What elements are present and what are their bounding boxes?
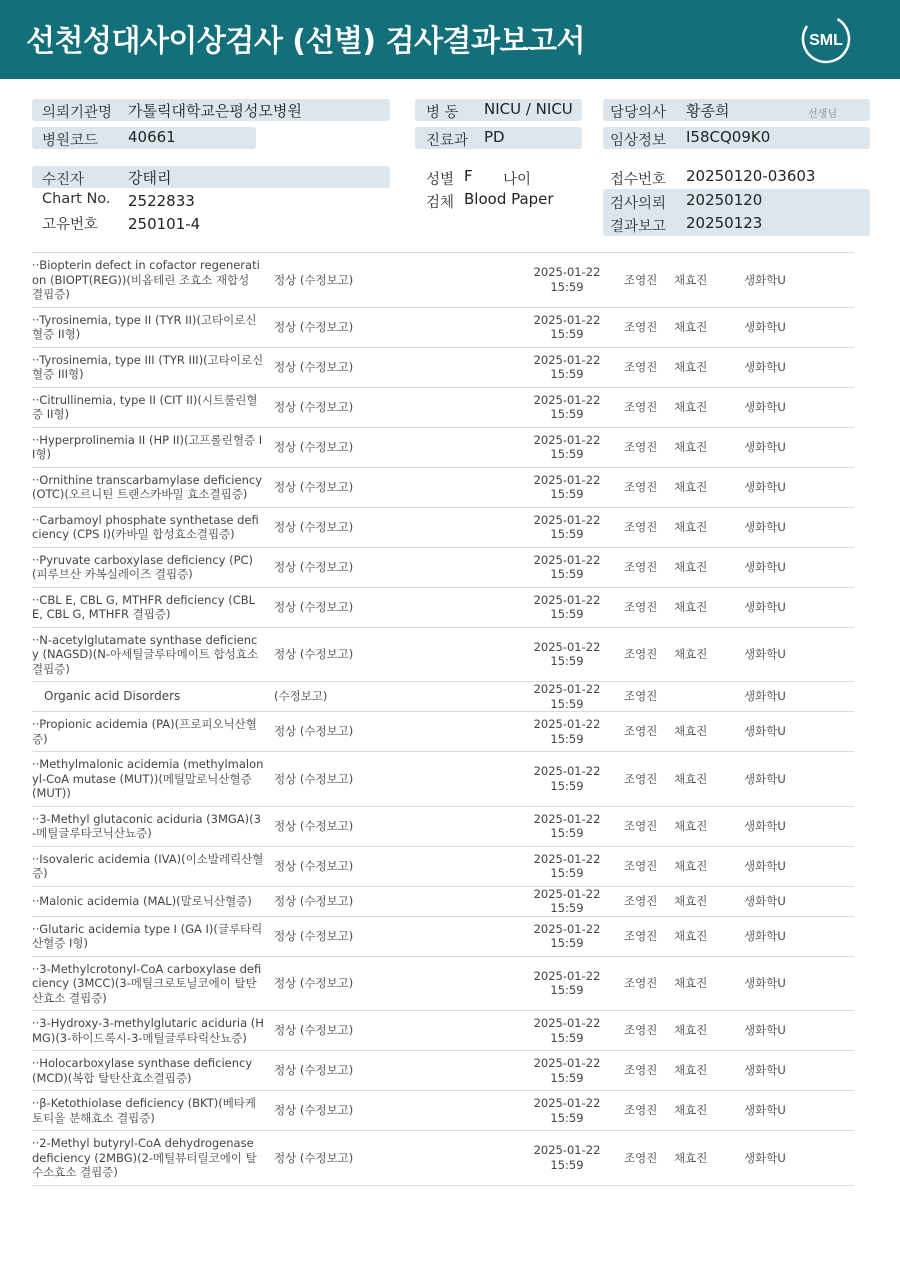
result-time: 15:59 xyxy=(550,407,584,421)
result-date: 2025-01-22 xyxy=(533,1016,601,1030)
chart-no-value: 2522833 xyxy=(128,192,195,210)
receipt-label: 접수번호 xyxy=(610,172,667,188)
result-date: 2025-01-22 xyxy=(533,432,601,447)
result-time: 15:59 xyxy=(550,983,584,998)
table-row xyxy=(32,547,854,587)
department-name: 생화학U xyxy=(728,467,854,507)
result-datetime xyxy=(518,752,616,807)
examinee-bar xyxy=(32,166,390,188)
table-row xyxy=(32,1011,854,1051)
hospital-code-label: 병원코드 xyxy=(42,133,99,149)
test-result: 정상 (수정보고) xyxy=(268,1011,518,1051)
test-name: ··3-Hydroxy-3-methylglutaric aciduria (HMG)(3-하이드록시-3-메틸글루타릭산뇨증) xyxy=(32,1011,268,1051)
test-result: 정상 (수정보고) xyxy=(268,427,518,467)
department-name: 생화학U xyxy=(728,507,854,547)
test-name: ··Tyrosinemia, type II (TYR II)(고타이로신혈증 II형) xyxy=(32,307,268,347)
table-row xyxy=(32,916,854,956)
doctor-suffix: 선생님 xyxy=(808,109,837,120)
result-date: 2025-01-22 xyxy=(533,1143,601,1158)
test-name: ··β-Ketothiolase deficiency (BKT)(베타케토티올 분해효소 결핍증) xyxy=(32,1091,268,1131)
test-result: 정상 (수정보고) xyxy=(268,507,518,547)
table-row xyxy=(32,846,854,886)
result-date: 2025-01-22 xyxy=(533,764,601,779)
table-row xyxy=(32,956,854,1011)
result-time: 15:59 xyxy=(550,826,584,840)
result-date: 2025-01-22 xyxy=(533,921,601,936)
result-time: 15:59 xyxy=(550,866,584,880)
technician-name: 채효진 xyxy=(666,253,728,307)
reviewer-name: 조영진 xyxy=(616,253,666,307)
table-row xyxy=(32,886,854,916)
test-result: 정상 (수정보고) xyxy=(268,307,518,347)
category-row xyxy=(32,682,854,712)
result-time: 15:59 xyxy=(550,1070,584,1085)
department-name: 생화학U xyxy=(728,1051,854,1091)
result-time: 15:59 xyxy=(550,731,584,746)
department-name: 생화학U xyxy=(728,846,854,886)
test-name: ··Biopterin defect in cofactor regeneration (BIOPT(REG))(비옵테린 조효소 재합성 결핍증) xyxy=(32,253,268,307)
sex-label: 성별 xyxy=(426,172,455,188)
reviewer-name: 조영진 xyxy=(616,1131,666,1186)
test-name: ··Pyruvate carboxylase deficiency (PC)(피루브산 카복실레이즈 결핍증) xyxy=(32,547,268,587)
table-row xyxy=(32,627,854,682)
test-result: 정상 (수정보고) xyxy=(268,916,518,956)
department-name: 생화학U xyxy=(728,627,854,682)
table-row xyxy=(32,806,854,846)
result-date: 2025-01-22 xyxy=(533,639,601,654)
result-time: 15:59 xyxy=(550,696,584,711)
reviewer-name: 조영진 xyxy=(616,886,666,916)
result-time: 15:59 xyxy=(550,447,584,461)
department-name: 생화학U xyxy=(728,806,854,846)
sex-value: F xyxy=(464,167,473,185)
test-name: ··Citrullinemia, type II (CIT II)(시트룰린혈증 II형) xyxy=(32,387,268,427)
chart-no-label: Chart No. xyxy=(42,191,111,207)
table-row xyxy=(32,587,854,627)
result-time: 15:59 xyxy=(550,1030,584,1045)
test-result: 정상 (수정보고) xyxy=(268,1051,518,1091)
reviewer-name: 조영진 xyxy=(616,1011,666,1051)
technician-name: 채효진 xyxy=(666,1091,728,1131)
test-result: (수정보고) xyxy=(268,682,518,712)
test-name: ··Propionic acidemia (PA)(프로피오닉산혈증) xyxy=(32,712,268,752)
examinee-value: 강태리 xyxy=(128,169,172,187)
test-result: 정상 (수정보고) xyxy=(268,1091,518,1131)
result-datetime xyxy=(518,956,616,1011)
test-name: ··2-Methyl butyryl-CoA dehydrogenase deficiency (2MBG)(2-메틸뷰티릴코에이 탈수소효소 결핍증) xyxy=(32,1131,268,1186)
result-date: 2025-01-22 xyxy=(533,265,601,280)
department-name: 생화학U xyxy=(728,387,854,427)
result-date: 2025-01-22 xyxy=(533,392,601,407)
result-datetime xyxy=(518,846,616,886)
result-time: 15:59 xyxy=(550,778,584,793)
test-result: 정상 (수정보고) xyxy=(268,712,518,752)
table-row xyxy=(32,427,854,467)
technician-name: 채효진 xyxy=(666,806,728,846)
result-time: 15:59 xyxy=(550,1110,584,1125)
department-name: 생화학U xyxy=(728,547,854,587)
specimen-label: 검체 xyxy=(426,195,455,211)
reviewer-name: 조영진 xyxy=(616,712,666,752)
result-date: 2025-01-22 xyxy=(533,592,601,607)
institution-label: 의뢰기관명 xyxy=(42,105,113,121)
test-result: 정상 (수정보고) xyxy=(268,253,518,307)
request-date-value: 20250120 xyxy=(686,191,763,209)
result-date: 2025-01-22 xyxy=(533,312,601,327)
reviewer-name: 조영진 xyxy=(616,1091,666,1131)
table-row xyxy=(32,507,854,547)
department-name: 생화학U xyxy=(728,587,854,627)
result-time: 15:59 xyxy=(550,367,584,381)
table-row xyxy=(32,1051,854,1091)
technician-name: 채효진 xyxy=(666,347,728,387)
results-table xyxy=(32,253,854,1186)
test-result: 정상 (수정보고) xyxy=(268,752,518,807)
unique-no-value: 250101-4 xyxy=(128,215,201,233)
technician-name: 채효진 xyxy=(666,1011,728,1051)
reviewer-name: 조영진 xyxy=(616,387,666,427)
technician-name: 채효진 xyxy=(666,427,728,467)
specimen-value: Blood Paper xyxy=(464,190,554,208)
result-date: 2025-01-22 xyxy=(533,682,601,696)
result-datetime xyxy=(518,1051,616,1091)
result-datetime xyxy=(518,1011,616,1051)
age-label: 나이 xyxy=(503,172,532,188)
department-name: 생화학U xyxy=(728,682,854,712)
test-name: ··Hyperprolinemia II (HP II)(고프롤린혈증 II형) xyxy=(32,427,268,467)
result-date: 2025-01-22 xyxy=(533,811,601,826)
technician-name: 채효진 xyxy=(666,712,728,752)
doctor-label: 담당의사 xyxy=(610,105,667,121)
result-date: 2025-01-22 xyxy=(533,1096,601,1110)
unique-no-label: 고유번호 xyxy=(42,217,99,233)
report-header xyxy=(0,0,900,79)
reviewer-name: 조영진 xyxy=(616,587,666,627)
technician-name: 채효진 xyxy=(666,547,728,587)
table-row xyxy=(32,712,854,752)
technician-name: 채효진 xyxy=(666,307,728,347)
result-time: 15:59 xyxy=(550,901,584,915)
test-name: ··Malonic acidemia (MAL)(말로닉산혈증) xyxy=(32,886,268,916)
report-date-value: 20250123 xyxy=(686,214,763,232)
technician-name: 채효진 xyxy=(666,846,728,886)
result-datetime xyxy=(518,627,616,682)
department-name: 생화학U xyxy=(728,956,854,1011)
result-datetime xyxy=(518,253,616,307)
result-datetime xyxy=(518,682,616,712)
reviewer-name: 조영진 xyxy=(616,347,666,387)
receipt-value: 20250120-03603 xyxy=(686,167,816,185)
test-name: ··Glutaric acidemia type I (GA I)(글루타릭산혈증 I형) xyxy=(32,916,268,956)
examinee-label: 수진자 xyxy=(42,172,85,188)
test-result: 정상 (수정보고) xyxy=(268,1131,518,1186)
test-name: Organic acid Disorders xyxy=(32,682,268,712)
reviewer-name: 조영진 xyxy=(616,467,666,507)
table-row xyxy=(32,467,854,507)
result-time: 15:59 xyxy=(550,279,584,294)
reviewer-name: 조영진 xyxy=(616,752,666,807)
result-datetime xyxy=(518,1091,616,1131)
test-result: 정상 (수정보고) xyxy=(268,347,518,387)
result-date: 2025-01-22 xyxy=(533,886,601,901)
result-time: 15:59 xyxy=(550,527,584,541)
result-time: 15:59 xyxy=(550,936,584,950)
result-time: 15:59 xyxy=(550,327,584,341)
hospital-code-value: 40661 xyxy=(128,128,176,146)
result-date: 2025-01-22 xyxy=(533,717,601,731)
test-result: 정상 (수정보고) xyxy=(268,846,518,886)
reviewer-name: 조영진 xyxy=(616,682,666,712)
department-name: 생화학U xyxy=(728,307,854,347)
department-name: 생화학U xyxy=(728,427,854,467)
reviewer-name: 조영진 xyxy=(616,547,666,587)
result-datetime xyxy=(518,712,616,752)
result-date: 2025-01-22 xyxy=(533,1056,601,1070)
test-result: 정상 (수정보고) xyxy=(268,547,518,587)
result-datetime xyxy=(518,467,616,507)
result-date: 2025-01-22 xyxy=(533,512,601,527)
test-name: ··3-Methylcrotonyl-CoA carboxylase deficiency (3MCC)(3-메틸크로토닐코에이 탈탄산효소 결핍증) xyxy=(32,956,268,1011)
technician-name: 채효진 xyxy=(666,886,728,916)
test-name: ··Methylmalonic acidemia (methylmalonyl-CoA mutase (MUT))(메틸말로닉산혈증 (MUT)) xyxy=(32,752,268,807)
test-name: ··CBL E, CBL G, MTHFR deficiency (CBL E, CBL G, MTHFR 결핍증) xyxy=(32,587,268,627)
test-name: ··Ornithine transcarbamylase deficiency (OTC)(오르니틴 트랜스카바밀 효소결핍증) xyxy=(32,467,268,507)
result-datetime xyxy=(518,886,616,916)
reviewer-name: 조영진 xyxy=(616,846,666,886)
reviewer-name: 조영진 xyxy=(616,507,666,547)
table-row xyxy=(32,387,854,427)
result-time: 15:59 xyxy=(550,487,584,501)
department-name: 생화학U xyxy=(728,886,854,916)
ward-label: 병 동 xyxy=(426,105,459,121)
result-datetime xyxy=(518,916,616,956)
table-row xyxy=(32,1091,854,1131)
result-datetime xyxy=(518,427,616,467)
reviewer-name: 조영진 xyxy=(616,956,666,1011)
table-row xyxy=(32,752,854,807)
result-datetime xyxy=(518,587,616,627)
doctor-value: 황종희 xyxy=(686,102,730,120)
reviewer-name: 조영진 xyxy=(616,916,666,956)
test-result: 정상 (수정보고) xyxy=(268,806,518,846)
request-date-label: 검사의뢰 xyxy=(610,196,667,212)
test-result: 정상 (수정보고) xyxy=(268,886,518,916)
ward-value: NICU / NICU xyxy=(484,100,573,118)
test-name: ··Holocarboxylase synthase deficiency (MCD)(복합 탈탄산효소결핍증) xyxy=(32,1051,268,1091)
result-datetime xyxy=(518,507,616,547)
logo-text: SML xyxy=(809,32,843,49)
result-datetime xyxy=(518,307,616,347)
result-datetime xyxy=(518,806,616,846)
technician-name: 채효진 xyxy=(666,916,728,956)
test-result: 정상 (수정보고) xyxy=(268,956,518,1011)
technician-name xyxy=(666,682,728,712)
technician-name: 채효진 xyxy=(666,587,728,627)
test-result: 정상 (수정보고) xyxy=(268,387,518,427)
technician-name: 채효진 xyxy=(666,387,728,427)
reviewer-name: 조영진 xyxy=(616,427,666,467)
clinical-value: I58CQ09K0 xyxy=(686,128,771,146)
department-name: 생화학U xyxy=(728,1091,854,1131)
clinical-label: 임상정보 xyxy=(610,133,667,149)
reviewer-name: 조영진 xyxy=(616,627,666,682)
department-name: 생화학U xyxy=(728,712,854,752)
reviewer-name: 조영진 xyxy=(616,1051,666,1091)
report-title: 선천성대사이상검사 (선별) 검사결과보고서 xyxy=(26,24,585,59)
department-name: 생화학U xyxy=(728,1131,854,1186)
result-time: 15:59 xyxy=(550,607,584,621)
test-name: ··Carbamoyl phosphate synthetase deficiency (CPS I)(카바밀 합성효소결핍증) xyxy=(32,507,268,547)
dept-label: 진료과 xyxy=(426,133,469,149)
result-date: 2025-01-22 xyxy=(533,352,601,367)
result-date: 2025-01-22 xyxy=(533,472,601,487)
table-row xyxy=(32,347,854,387)
result-datetime xyxy=(518,547,616,587)
department-name: 생화학U xyxy=(728,1011,854,1051)
test-name: ··3-Methyl glutaconic aciduria (3MGA)(3-메틸글루타코닉산뇨증) xyxy=(32,806,268,846)
results-body xyxy=(32,253,854,1185)
test-name: ··Tyrosinemia, type III (TYR III)(고타이로신혈증 III형) xyxy=(32,347,268,387)
department-name: 생화학U xyxy=(728,752,854,807)
result-date: 2025-01-22 xyxy=(533,552,601,567)
department-name: 생화학U xyxy=(728,916,854,956)
result-datetime xyxy=(518,387,616,427)
table-row xyxy=(32,253,854,307)
table-row xyxy=(32,307,854,347)
result-time: 15:59 xyxy=(550,567,584,581)
technician-name: 채효진 xyxy=(666,627,728,682)
department-name: 생화학U xyxy=(728,253,854,307)
result-datetime xyxy=(518,1131,616,1186)
technician-name: 채효진 xyxy=(666,1051,728,1091)
technician-name: 채효진 xyxy=(666,956,728,1011)
technician-name: 채효진 xyxy=(666,507,728,547)
technician-name: 채효진 xyxy=(666,1131,728,1186)
sml-logo-icon xyxy=(800,13,852,65)
test-name: ··N-acetylglutamate synthase deficiency (NAGSD)(N-아세틸글루타메이트 합성효소 결핍증) xyxy=(32,627,268,682)
reviewer-name: 조영진 xyxy=(616,307,666,347)
dept-value: PD xyxy=(484,128,505,146)
test-result: 정상 (수정보고) xyxy=(268,627,518,682)
reviewer-name: 조영진 xyxy=(616,806,666,846)
result-date: 2025-01-22 xyxy=(533,968,601,983)
test-name: ··Isovaleric acidemia (IVA)(이소발레릭산혈증) xyxy=(32,846,268,886)
result-datetime xyxy=(518,347,616,387)
table-row xyxy=(32,1131,854,1186)
test-result: 정상 (수정보고) xyxy=(268,467,518,507)
result-date: 2025-01-22 xyxy=(533,851,601,866)
institution-value: 가톨릭대학교은평성모병원 xyxy=(128,102,302,120)
result-time: 15:59 xyxy=(550,654,584,669)
result-time: 15:59 xyxy=(550,1157,584,1172)
department-name: 생화학U xyxy=(728,347,854,387)
test-result: 정상 (수정보고) xyxy=(268,587,518,627)
technician-name: 채효진 xyxy=(666,467,728,507)
technician-name: 채효진 xyxy=(666,752,728,807)
report-date-label: 결과보고 xyxy=(610,219,667,235)
